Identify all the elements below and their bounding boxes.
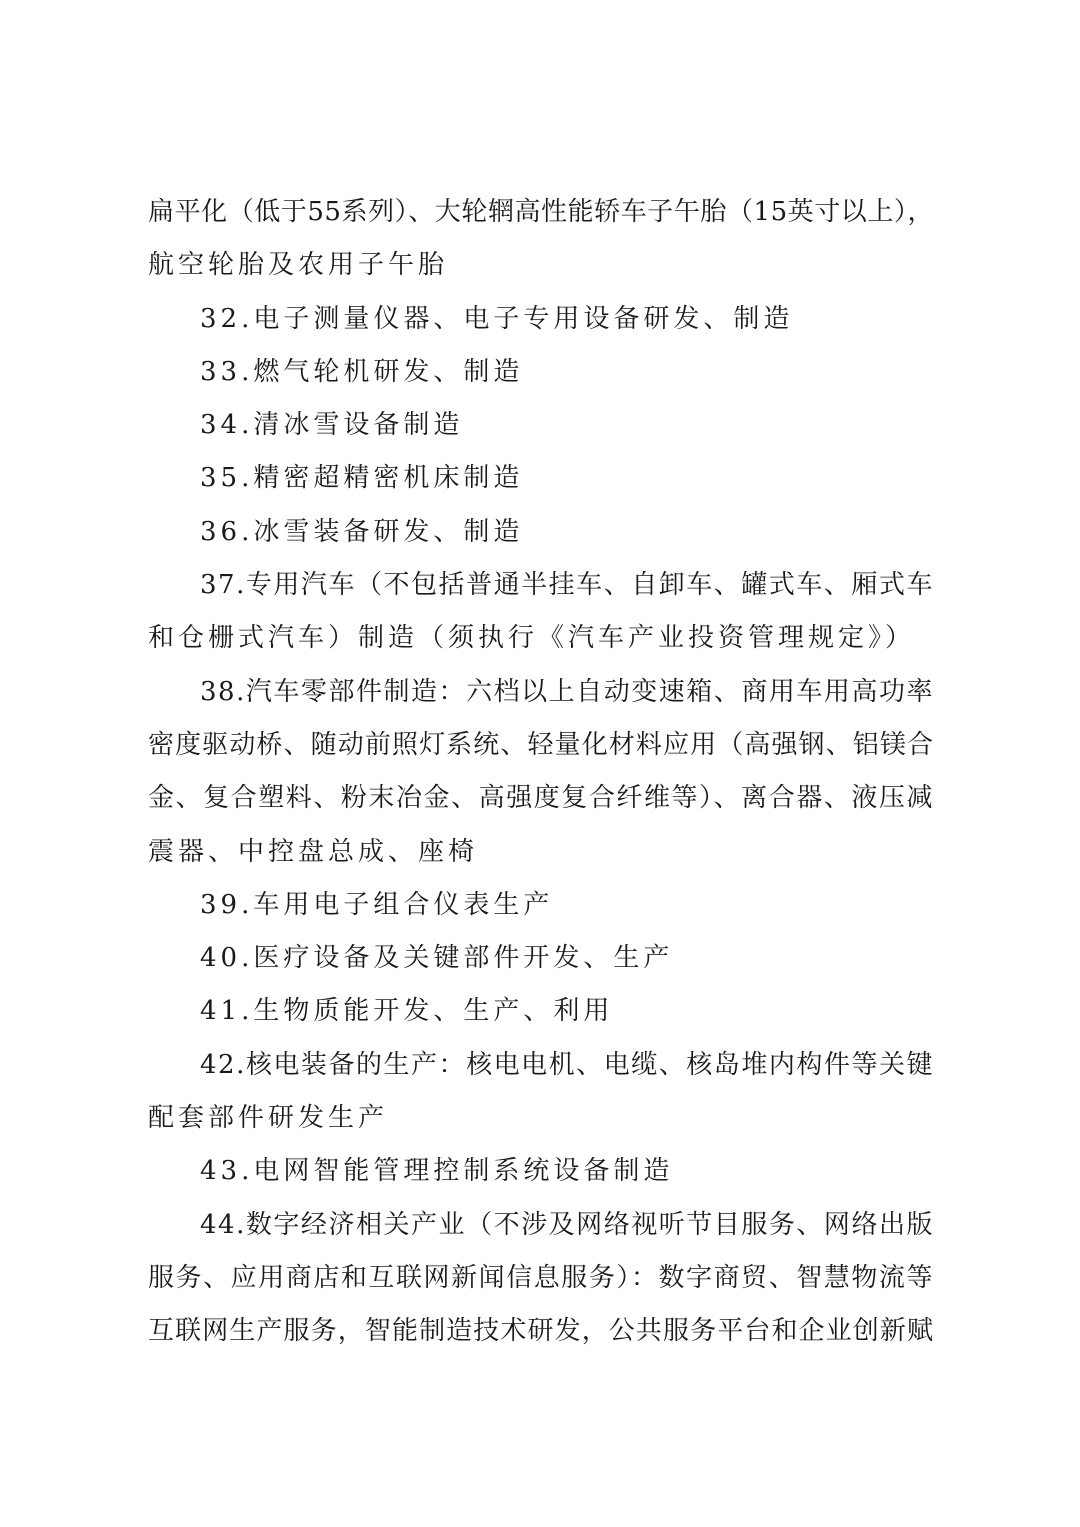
text-line-2: 航空轮胎及农用子午胎	[148, 250, 449, 281]
list-item-43: 43.电网智能管理控制系统设备制造	[200, 1156, 674, 1187]
list-item-37-cont: 和仓栅式汽车）制造（须执行《汽车产业投资管理规定》）	[148, 623, 916, 654]
list-item-44: 44.数字经济相关产业（不涉及网络视听节目服务、网络出版	[200, 1209, 934, 1240]
list-item-34: 34.清冰雪设备制造	[200, 410, 464, 441]
list-item-38-cont-2: 金、复合塑料、粉末冶金、高强度复合纤维等）、离合器、液压减	[148, 783, 934, 814]
list-item-39: 39.车用电子组合仪表生产	[200, 889, 554, 920]
list-item-35: 35.精密超精密机床制造	[200, 463, 524, 494]
list-item-41: 41.生物质能开发、生产、利用	[200, 996, 614, 1027]
list-item-38-cont-1: 密度驱动桥、随动前照灯系统、轻量化材料应用（高强钢、铝镁合	[148, 729, 934, 760]
document-page	[148, 186, 934, 1359]
list-item-40: 40.医疗设备及关键部件开发、生产	[200, 943, 674, 974]
list-item-36: 36.冰雪装备研发、制造	[200, 516, 524, 547]
list-item-33: 33.燃气轮机研发、制造	[200, 356, 524, 387]
list-item-44-cont-1: 服务、应用商店和互联网新闻信息服务）：数字商贸、智慧物流等	[148, 1262, 934, 1293]
list-item-44-cont-2: 互联网生产服务，智能制造技术研发，公共服务平台和企业创新赋	[148, 1316, 934, 1347]
list-item-42-cont: 配套部件研发生产	[148, 1103, 389, 1134]
list-item-42: 42.核电装备的生产：核电电机、电缆、核岛堆内构件等关键	[200, 1049, 934, 1080]
list-item-37: 37.专用汽车（不包括普通半挂车、自卸车、罐式车、厢式车	[200, 570, 934, 601]
text-line-1: 扁平化（低于55系列）、大轮辋高性能轿车子午胎（15英寸以上），	[148, 197, 934, 227]
list-item-32: 32.电子测量仪器、电子专用设备研发、制造	[200, 303, 794, 334]
list-item-38: 38.汽车零部件制造：六档以上自动变速箱、商用车用高功率	[200, 676, 934, 707]
list-item-38-cont-3: 震器、中控盘总成、座椅	[148, 836, 479, 867]
